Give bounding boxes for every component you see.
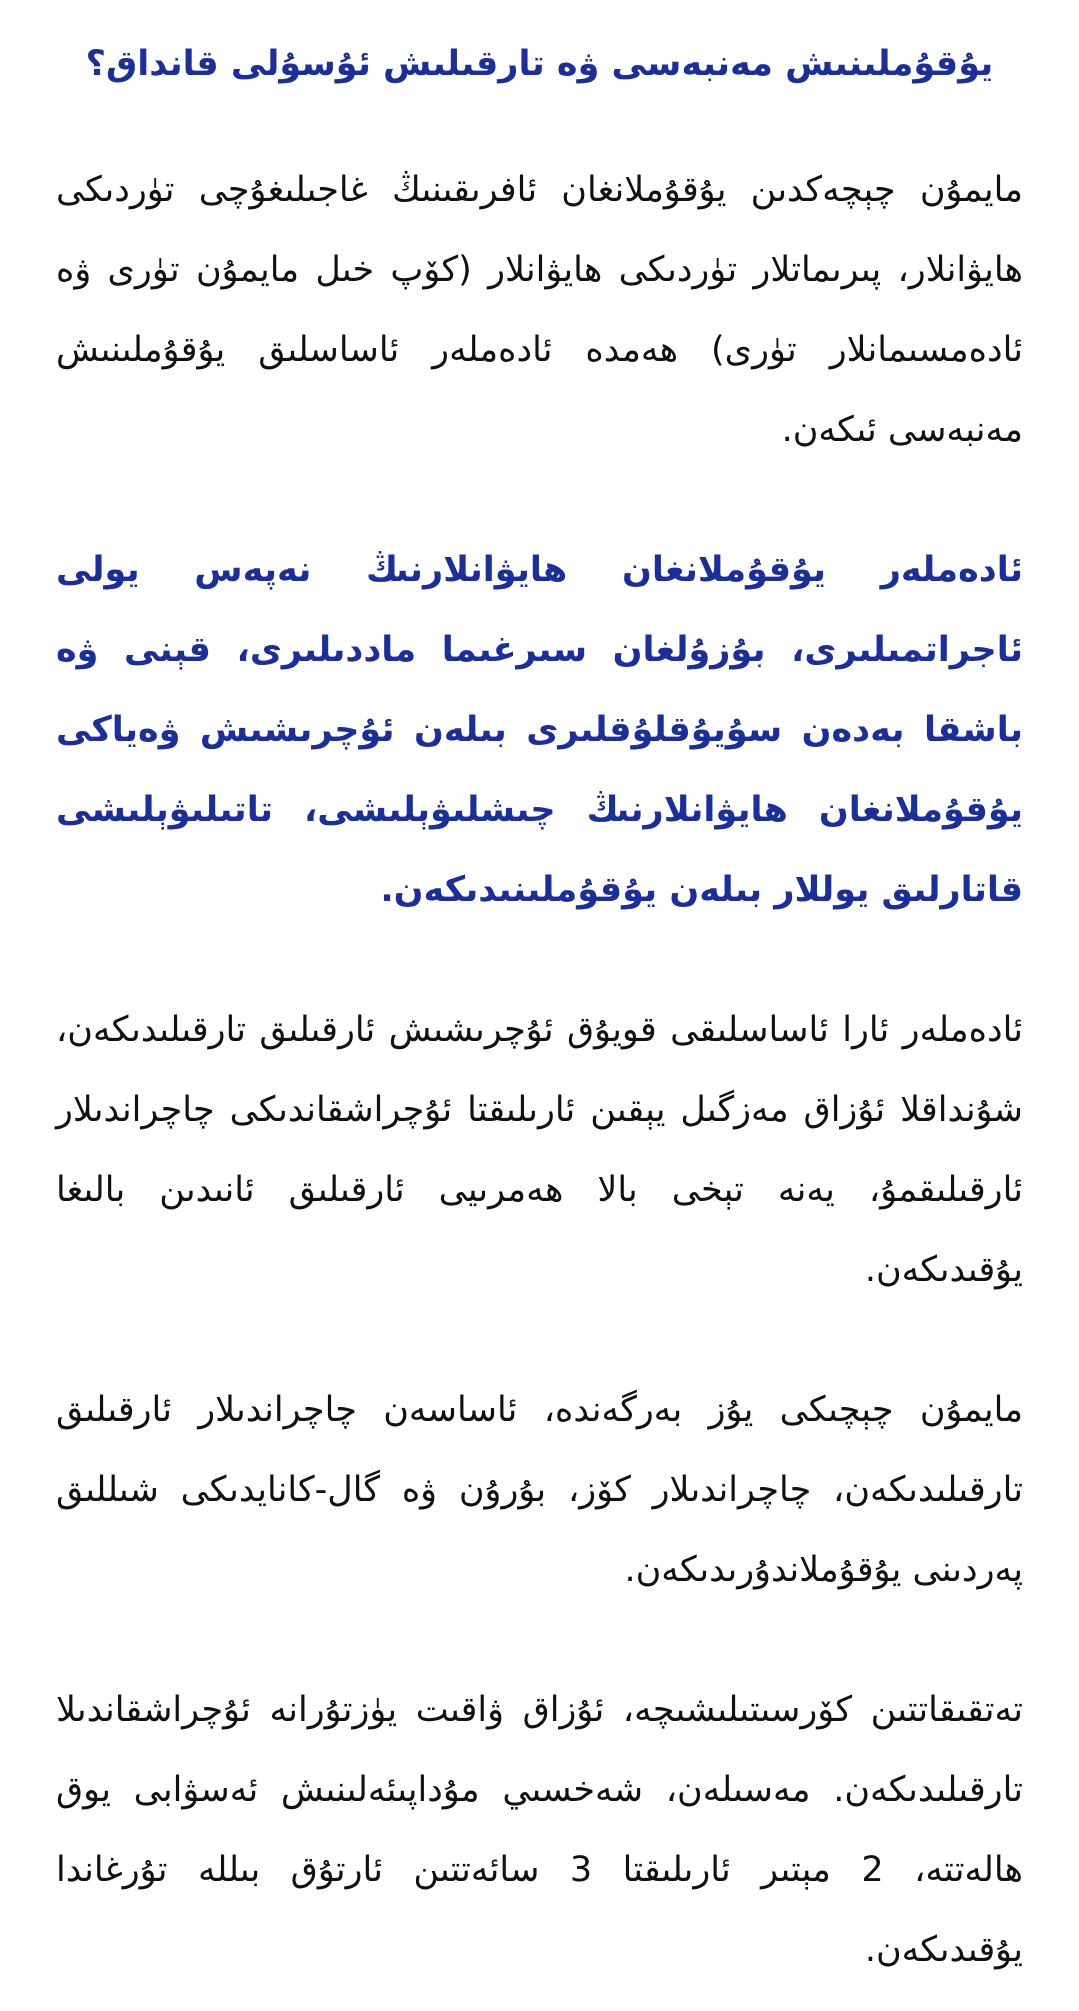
paragraph-animal-to-human-transmission: ئادەملەر يۇقۇملانغان ھايۋانلارنىڭ نەپەس يولى ئاجراتمىلىرى، بۇزۇلغان سىرغىما ماددىلىرى، قېنى ۋە باشقا بەدەن سۇيۇقلۇقلىرى بىلەن ئۇچرىشىش ۋەياكى يۇقۇملانغان ھايۋانلارنىڭ چىشلىۋېلىشى، تاتىلىۋېلىشى قاتارلىق يوللار بىلەن يۇقۇملىنىدىكەن. <box>56 550 1023 910</box>
paragraph-infection-sources: مايمۇن چېچەكدىن يۇقۇملانغان ئافرىقىنىڭ غاجىلىغۇچى تۈردىكى ھايۋانلار، پىرىماتلار تۈردىكى ھايۋانلار (كۆپ خىل مايمۇن تۈرى ۋە ئادەمسىمانلار تۈرى) ھەمدە ئادەملەر ئاساسلىق يۇقۇملىنىش مەنبەسى ئىكەن. <box>56 170 1023 450</box>
paragraph-droplet-transmission: مايمۇن چېچىكى يۇز بەرگەندە، ئاساسەن چاچراندىلار ئارقىلىق تارقىلىدىكەن، چاچراندىلار كۆز، بۇرۇن ۋە گال-كانايدىكى شىللىق پەردىنى يۇقۇملاندۇرىدىكەن. <box>56 1390 1023 1590</box>
paragraph-research-findings: تەتقىقاتتىن كۆرسىتىلىشىچە، ئۇزاق ۋاقىت يۈزتۇرانە ئۇچراشقاندىلا تارقىلىدىكەن. مەسىلەن، شەخسىي مۇداپىئەلىنىش ئەسۋابى يوق ھالەتتە، 2 مېتىر ئارىلىقتا 3 سائەتتىن ئارتۇق بىللە تۇرغاندا يۇقىدىكەن. <box>56 1690 1024 1970</box>
paragraph-human-to-human-transmission: ئادەملەر ئارا ئاساسلىقى قويۇق ئۇچرىشىش ئارقىلىق تارقىلىدىكەن، شۇنداقلا ئۇزاق مەزگىل يېقىن ئارىلىقتا ئۇچراشقاندىكى چاچراندىلار ئارقىلىقمۇ، يەنە تېخى بالا ھەمرىيى ئارقىلىق ئانىدىن بالىغا يۇقىدىكەن. <box>56 1010 1023 1290</box>
article-title: يۇقۇملىنىش مەنبەسى ۋە تارقىلىش ئۇسۇلى قانداق؟ <box>85 44 994 84</box>
